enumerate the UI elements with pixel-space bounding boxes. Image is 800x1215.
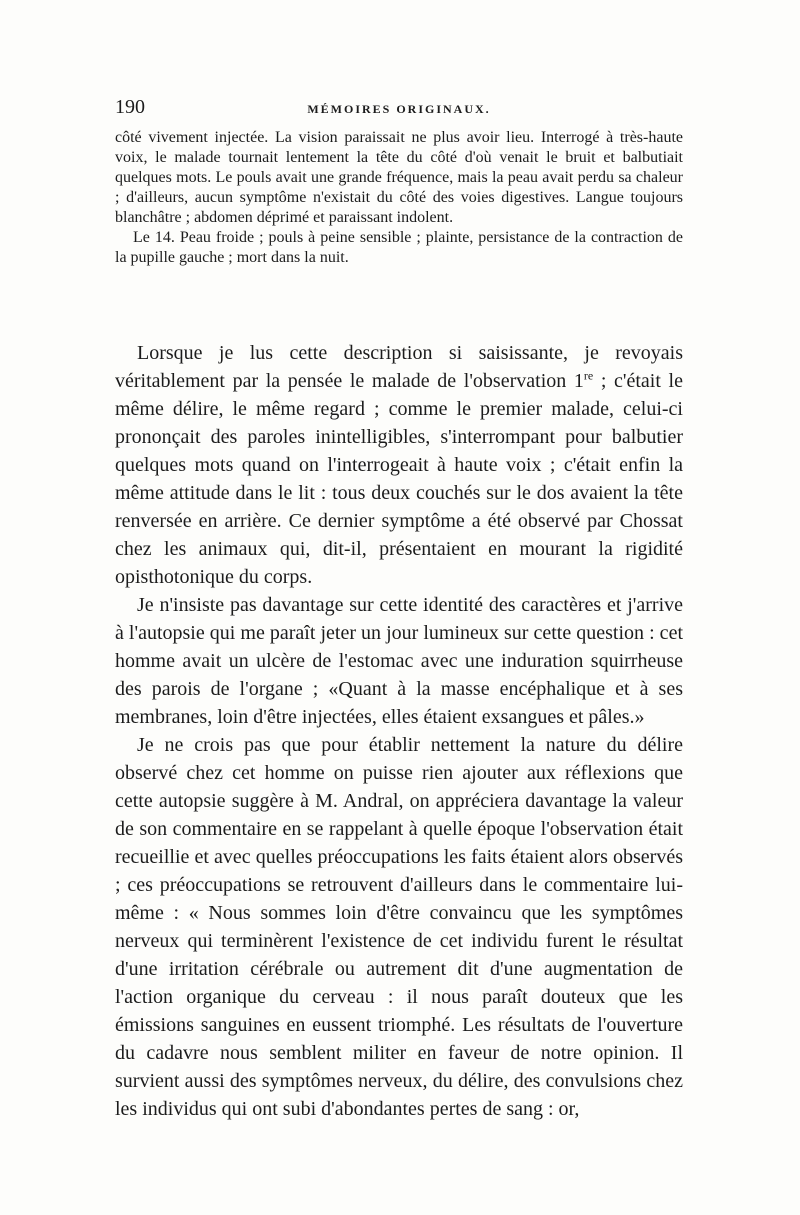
body-paragraph: [115, 339, 683, 591]
superscript: re: [583, 368, 594, 383]
body-paragraph: Je ne crois pas que pour établir nettement la nature du délire observé chez cet homme on puisse rien ajouter aux réflexions que cette autopsie suggère à M. Andral, on appréciera davantage la valeur de son commentaire en se rappelant à quelle époque l'observation était recueillie et avec quelles préoccupations les faits étaient alors observés ; ces préoccupations se retrouvent d'ailleurs dans le commentaire lui-même : « Nous sommes loin d'être convaincu que les symptômes nerveux qui terminèrent l'existence de cet individu furent le résultat d'une irritation cérébrale ou autrement dit d'une augmentation de l'action organique du cerveau : il nous paraît douteux que les émissions sanguines en eussent triomphé. Les résultats de l'ouverture du cadavre nous semblent militer en faveur de notre opinion. Il survient aussi des symptômes nerveux, du délire, des convulsions chez les individus qui ont subi d'abondantes pertes de sang : or,: [115, 734, 683, 1120]
body-text: Lorsque je lus cette description si saisissante, je revoyais véritablement par la pensée le malade de l'observation 1: [115, 342, 683, 392]
observation-paragraph: Le 14. Peau froide ; pouls à peine sensible ; plainte, persistance de la contraction de la pupille gauche ; mort dans la nuit.: [115, 229, 683, 266]
page-header: [115, 96, 683, 122]
main-text: [115, 339, 683, 1123]
page-number: 190: [115, 96, 145, 118]
observation-paragraph: côté vivement injectée. La vision paraissait ne plus avoir lieu. Interrogé à très-haute voix, le malade tournait lentement la tête du côté d'où venait le bruit et balbutiait quelques mots. Le pouls avait une grande fréquence, mais la peau avait perdu sa chaleur ; d'ailleurs, aucun symptôme n'existait du côté des voies digestives. Langue toujours blanchâtre ; abdomen déprimé et paraissant indolent.: [115, 129, 683, 226]
body-paragraph: Je n'insiste pas davantage sur cette identité des caractères et j'arrive à l'autopsie qui me paraît jeter un jour lumineux sur cette question : cet homme avait un ulcère de l'estomac avec une induration squirrheuse des parois de l'organe ; «Quant à la masse encéphalique et à ses membranes, loin d'être injectées, elles étaient exsangues et pâles.»: [115, 594, 683, 728]
observation-text: [115, 128, 683, 268]
body-text: ; c'était le même délire, le même regard ; comme le premier malade, celui-ci prononçait des paroles inintelligibles, s'interrompant pour balbutier quelques mots quand on l'interrogeait à haute voix ; c'était enfin la même attitude dans le lit : tous deux couchés sur le dos avaient la tête renversée en arrière. Ce dernier symptôme a été observé par Chossat chez les animaux qui, dit-il, présentaient en mourant la rigidité opisthotonique du corps.: [115, 370, 683, 588]
running-head: MÉMOIRES ORIGINAUX.: [307, 102, 491, 116]
